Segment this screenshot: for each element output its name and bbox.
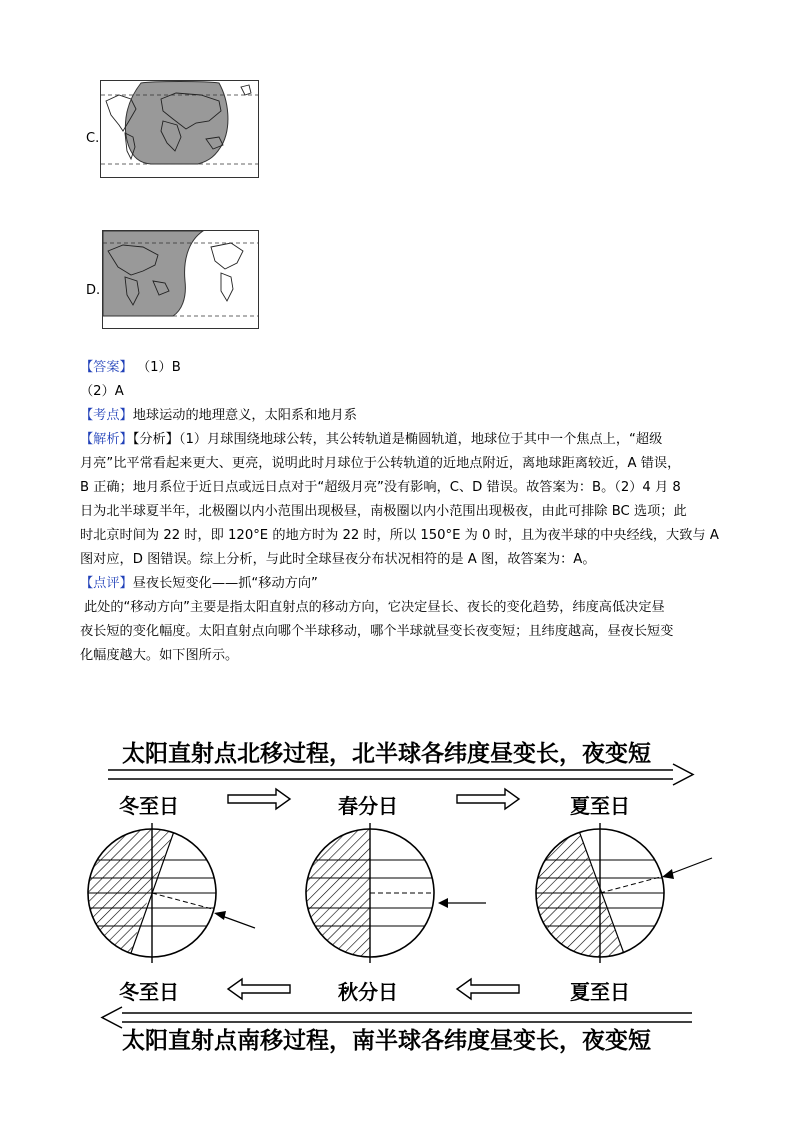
bottom-long-arrow [102,1007,692,1028]
top-label-spring: 春分日 [338,794,398,818]
kaodian-text: 地球运动的地理意义，太阳系和地月系 [132,408,357,423]
dianping-line-1: 夜长短的变化幅度。太阳直射点向哪个半球移动，哪个半球就昼变长夜变短；且纬度越高，昼夜长短变 [80,624,674,639]
dianping-tag: 【点评】 [80,576,133,591]
kaodian-tag: 【考点】 [80,408,133,423]
jiexi-line-2: B 正确；地月系位于近日点或远日点对于“超级月亮”没有影响，C、D 错误。故答案为：B。（2）4 月 8 [80,480,681,495]
jiexi-tag: 【解析】 [80,432,133,447]
globe-summer-solstice [530,820,712,970]
arrow-summer-to-autumn [457,979,519,999]
option-d-label: D. [86,283,101,298]
answer-part2: （2）A [80,384,124,399]
top-long-arrow [108,764,693,785]
option-c-label: C. [86,131,100,146]
arrow-autumn-to-winter [228,979,290,999]
dianping-line-2: 化幅度越大。如下图所示。 [80,648,239,663]
arrow-spring-to-summer [457,789,519,809]
dianping-text: 昼夜长短变化——抓“移动方向” [132,576,318,591]
jiexi-line-3: 日为北半球夏半年，北极圈以内小范围出现极昼，南极圈以内小范围出现极夜，由此可排除 BC 选项；此 [80,504,687,519]
globe-equinox [300,823,486,965]
top-label-winter: 冬至日 [119,794,179,818]
answer-part1: （1）B [136,360,181,375]
bottom-label-autumn: 秋分日 [338,980,398,1004]
jiexi-line-1: 月亮”比平常看起来更大、更亮，说明此时月球位于公转轨道的近地点附近，离地球距离较近，A 错误， [80,456,681,471]
answer-tag: 【答案】 [80,360,133,375]
dianping-line-0: 此处的“移动方向”主要是指太阳直射点的移动方向，它决定昼长、夜长的变化趋势，纬度高低决定昼 [84,600,665,615]
jiexi-text-0: 【分析】（1）月球围绕地球公转，其公转轨道是椭圆轨道，地球位于其中一个焦点上，“超级 [132,432,663,447]
bottom-label-summer: 夏至日 [570,980,630,1004]
globe-winter-solstice [60,820,255,970]
bottom-label-winter: 冬至日 [119,980,179,1004]
jiexi-line-5: 图对应，D 图错误。综上分析，与此时全球昼夜分布状况相符的是 A 图，故答案为：A。 [80,552,596,567]
diagram-bottom-title: 太阳直射点南移过程，南半球各纬度昼变长，夜变短 [122,1027,651,1054]
top-label-summer: 夏至日 [570,794,630,818]
jiexi-line-4: 时北京时间为 22 时，即 120°E 的地方时为 22 时，所以 150°E 为 0 时，且为夜半球的中央经线，大致与 A [80,528,719,543]
arrow-winter-to-spring [228,789,290,809]
diagram-top-title: 太阳直射点北移过程，北半球各纬度昼变长，夜变短 [122,740,651,767]
